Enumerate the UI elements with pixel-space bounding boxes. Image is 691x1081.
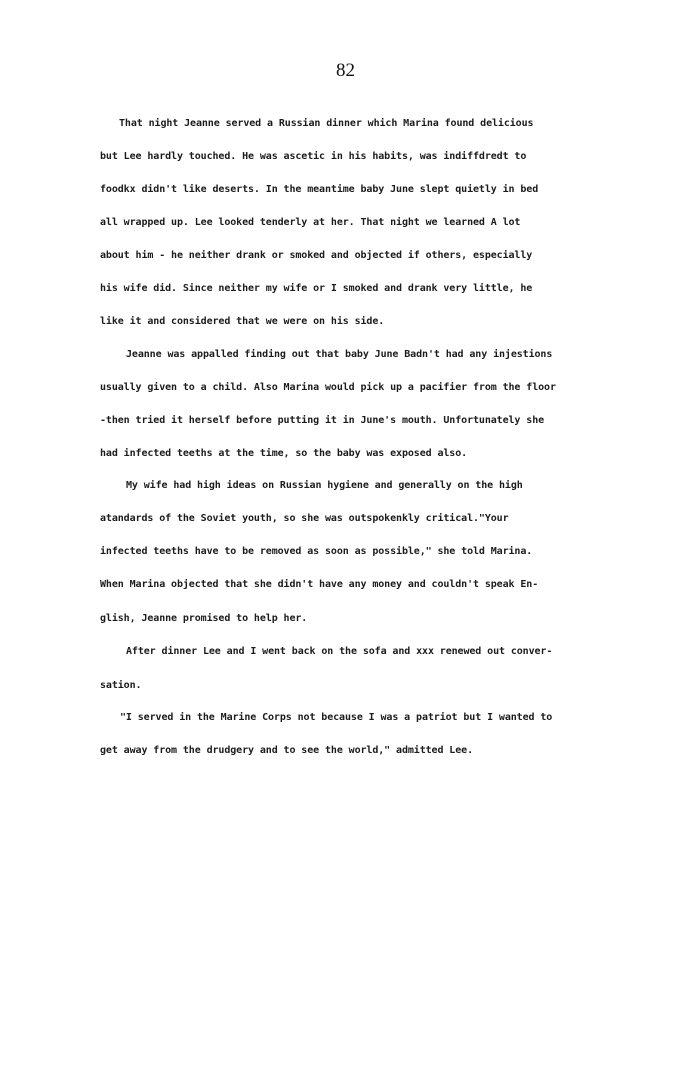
text-line: atandards of the Soviet youth, so she was outspokenkly critical."Your <box>100 513 509 524</box>
text-line: all wrapped up. Lee looked tenderly at her. That night we learned A lot <box>100 217 521 228</box>
text-line: like it and considered that we were on his side. <box>100 316 385 327</box>
text-line: get away from the drudgery and to see the world," admitted Lee. <box>100 745 473 756</box>
text-line: After dinner Lee and I went back on the sofa and xxx renewed out conver- <box>126 646 553 657</box>
text-line: his wife did. Since neither my wife or I smoked and drank very little, he <box>100 283 533 294</box>
text-line: foodkx didn't like deserts. In the meantime baby June slept quietly in bed <box>100 184 539 195</box>
text-line: glish, Jeanne promised to help her. <box>100 613 308 624</box>
text-line: "I served in the Marine Corps not because I was a patriot but I wanted to <box>120 712 553 723</box>
text-line: When Marina objected that she didn't have any money and couldn't speak En- <box>100 579 539 590</box>
text-line: My wife had high ideas on Russian hygiene and generally on the high <box>126 480 523 491</box>
text-line: usually given to a child. Also Marina would pick up a pacifier from the floor <box>100 382 556 393</box>
text-line: Jeanne was appalled finding out that baby June Badn't had any injestions <box>126 349 553 360</box>
text-line: sation. <box>100 680 142 691</box>
text-line: had infected teeths at the time, so the baby was exposed also. <box>100 448 468 459</box>
text-line: -then tried it herself before putting it in June's mouth. Unfortunately she <box>100 415 545 426</box>
text-line: but Lee hardly touched. He was ascetic in his habits, was indiffdredt to <box>100 151 527 162</box>
page-number: 82 <box>336 60 355 81</box>
text-line: about him - he neither drank or smoked and objected if others, especially <box>100 250 533 261</box>
text-line: That night Jeanne served a Russian dinner which Marina found delicious <box>119 118 534 129</box>
text-line: infected teeths have to be removed as soon as possible," she told Marina. <box>100 546 533 557</box>
